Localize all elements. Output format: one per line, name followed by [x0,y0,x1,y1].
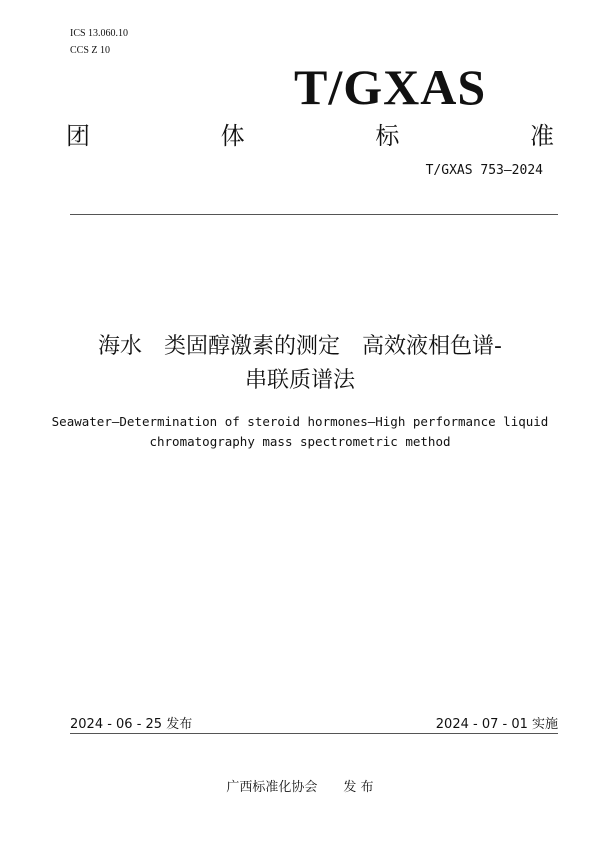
publish-date: 2024 - 06 - 25 发布 [70,717,193,732]
implement-date: 2024 - 07 - 01 实施 [435,717,558,732]
title-english-line: chromatography mass spectrometric method [149,434,451,449]
standard-number: T/GXAS 753—2024 [425,163,543,178]
standard-type-char: 准 [529,122,554,150]
title-chinese [0,330,600,398]
title-chinese-line: 海水 类固醇激素的测定 高效液相色谱- [98,334,502,359]
header-divider [70,214,558,215]
title-english [0,412,600,452]
standard-type [66,116,554,151]
footer-divider [70,733,558,734]
ics-code: ICS 13.060.10 [70,28,129,39]
title-chinese-line: 串联质谱法 [244,368,355,393]
title-english-line: Seawater—Determination of steroid hormones—High performance liquid [51,414,549,429]
standard-type-char: 团 [66,122,90,150]
standard-type-char: 体 [220,122,245,150]
ccs-code: CCS Z 10 [70,45,111,56]
standard-code-logo: T/GXAS [294,59,487,115]
publisher: 广西标准化协会 发 布 [226,780,374,795]
standard-type-char: 标 [375,122,400,150]
